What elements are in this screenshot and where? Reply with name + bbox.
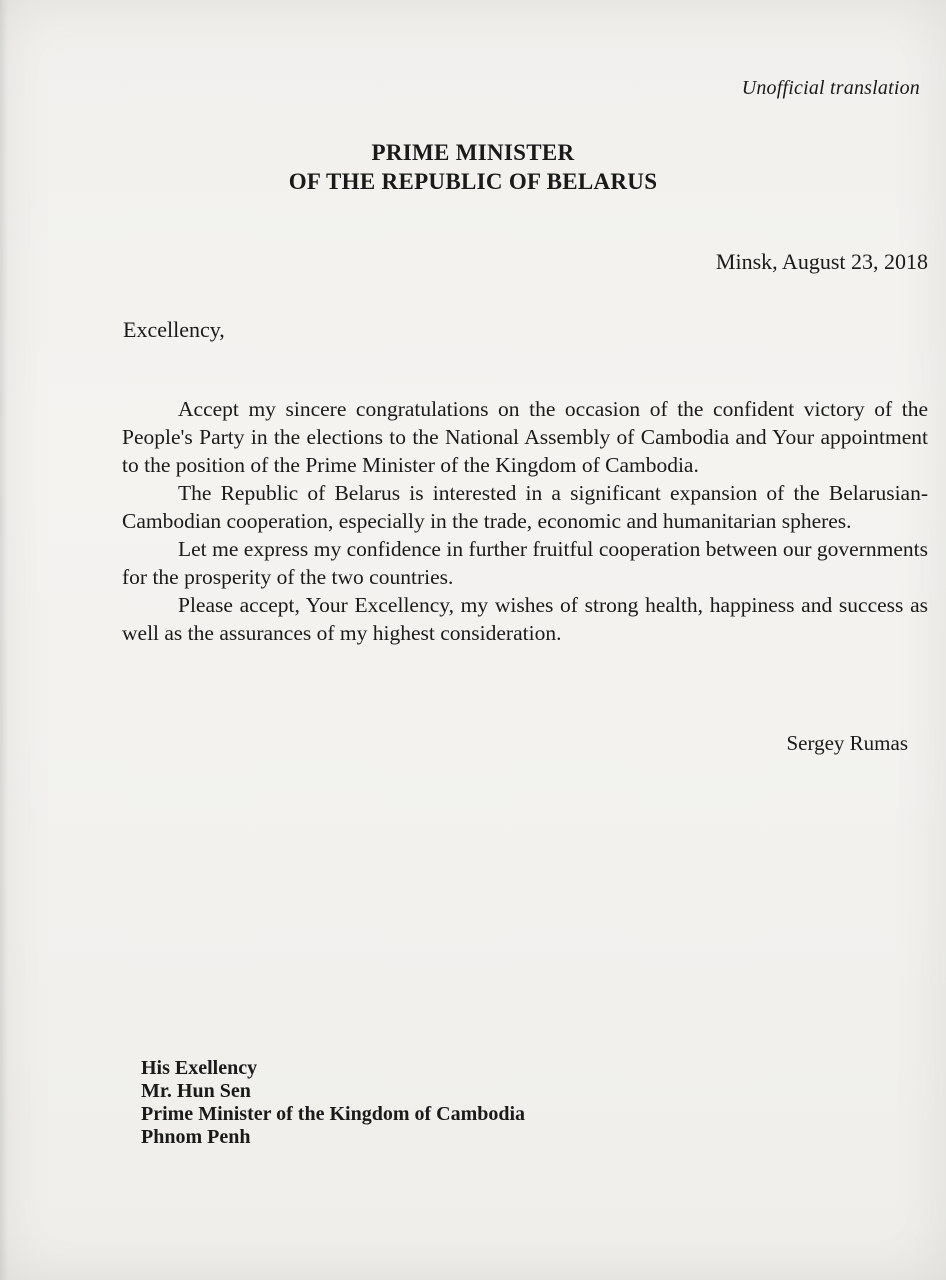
paragraph-cooperation-interest: The Republic of Belarus is interested in a significant expansion of the Belarusian-Cambodian cooperation, especially in the trade, economic and humanitarian spheres. xyxy=(122,481,928,533)
signature-name: Sergey Rumas xyxy=(786,731,908,755)
letterhead-line-1: PRIME MINISTER xyxy=(371,140,575,165)
letterhead xyxy=(0,138,946,196)
addressee-line-2: Mr. Hun Sen xyxy=(141,1080,251,1102)
translation-note: Unofficial translation xyxy=(741,77,920,99)
paragraph-closing-wishes: Please accept, Your Excellency, my wishes of strong health, happiness and success as well as the assurances of my highest consideration. xyxy=(122,593,928,645)
place-and-date: Minsk, August 23, 2018 xyxy=(715,249,928,274)
paragraph-confidence: Let me express my confidence in further fruitful cooperation between our governments for the prosperity of the two countries. xyxy=(122,537,928,589)
letter-body xyxy=(122,395,928,647)
addressee-line-3: Prime Minister of the Kingdom of Cambodia xyxy=(141,1103,526,1125)
salutation: Excellency, xyxy=(123,317,225,342)
addressee-block xyxy=(141,1057,525,1149)
paragraph-congratulations: Accept my sincere congratulations on the occasion of the confident victory of the People's Party in the elections to the National Assembly of Cambodia and Your appointment to the position of the Prime Minister of the Kingdom of Cambodia. xyxy=(122,397,928,477)
addressee-line-4: Phnom Penh xyxy=(141,1126,251,1148)
letterhead-line-2: OF THE REPUBLIC OF BELARUS xyxy=(288,169,658,194)
addressee-line-1: His Exellency xyxy=(141,1057,258,1079)
